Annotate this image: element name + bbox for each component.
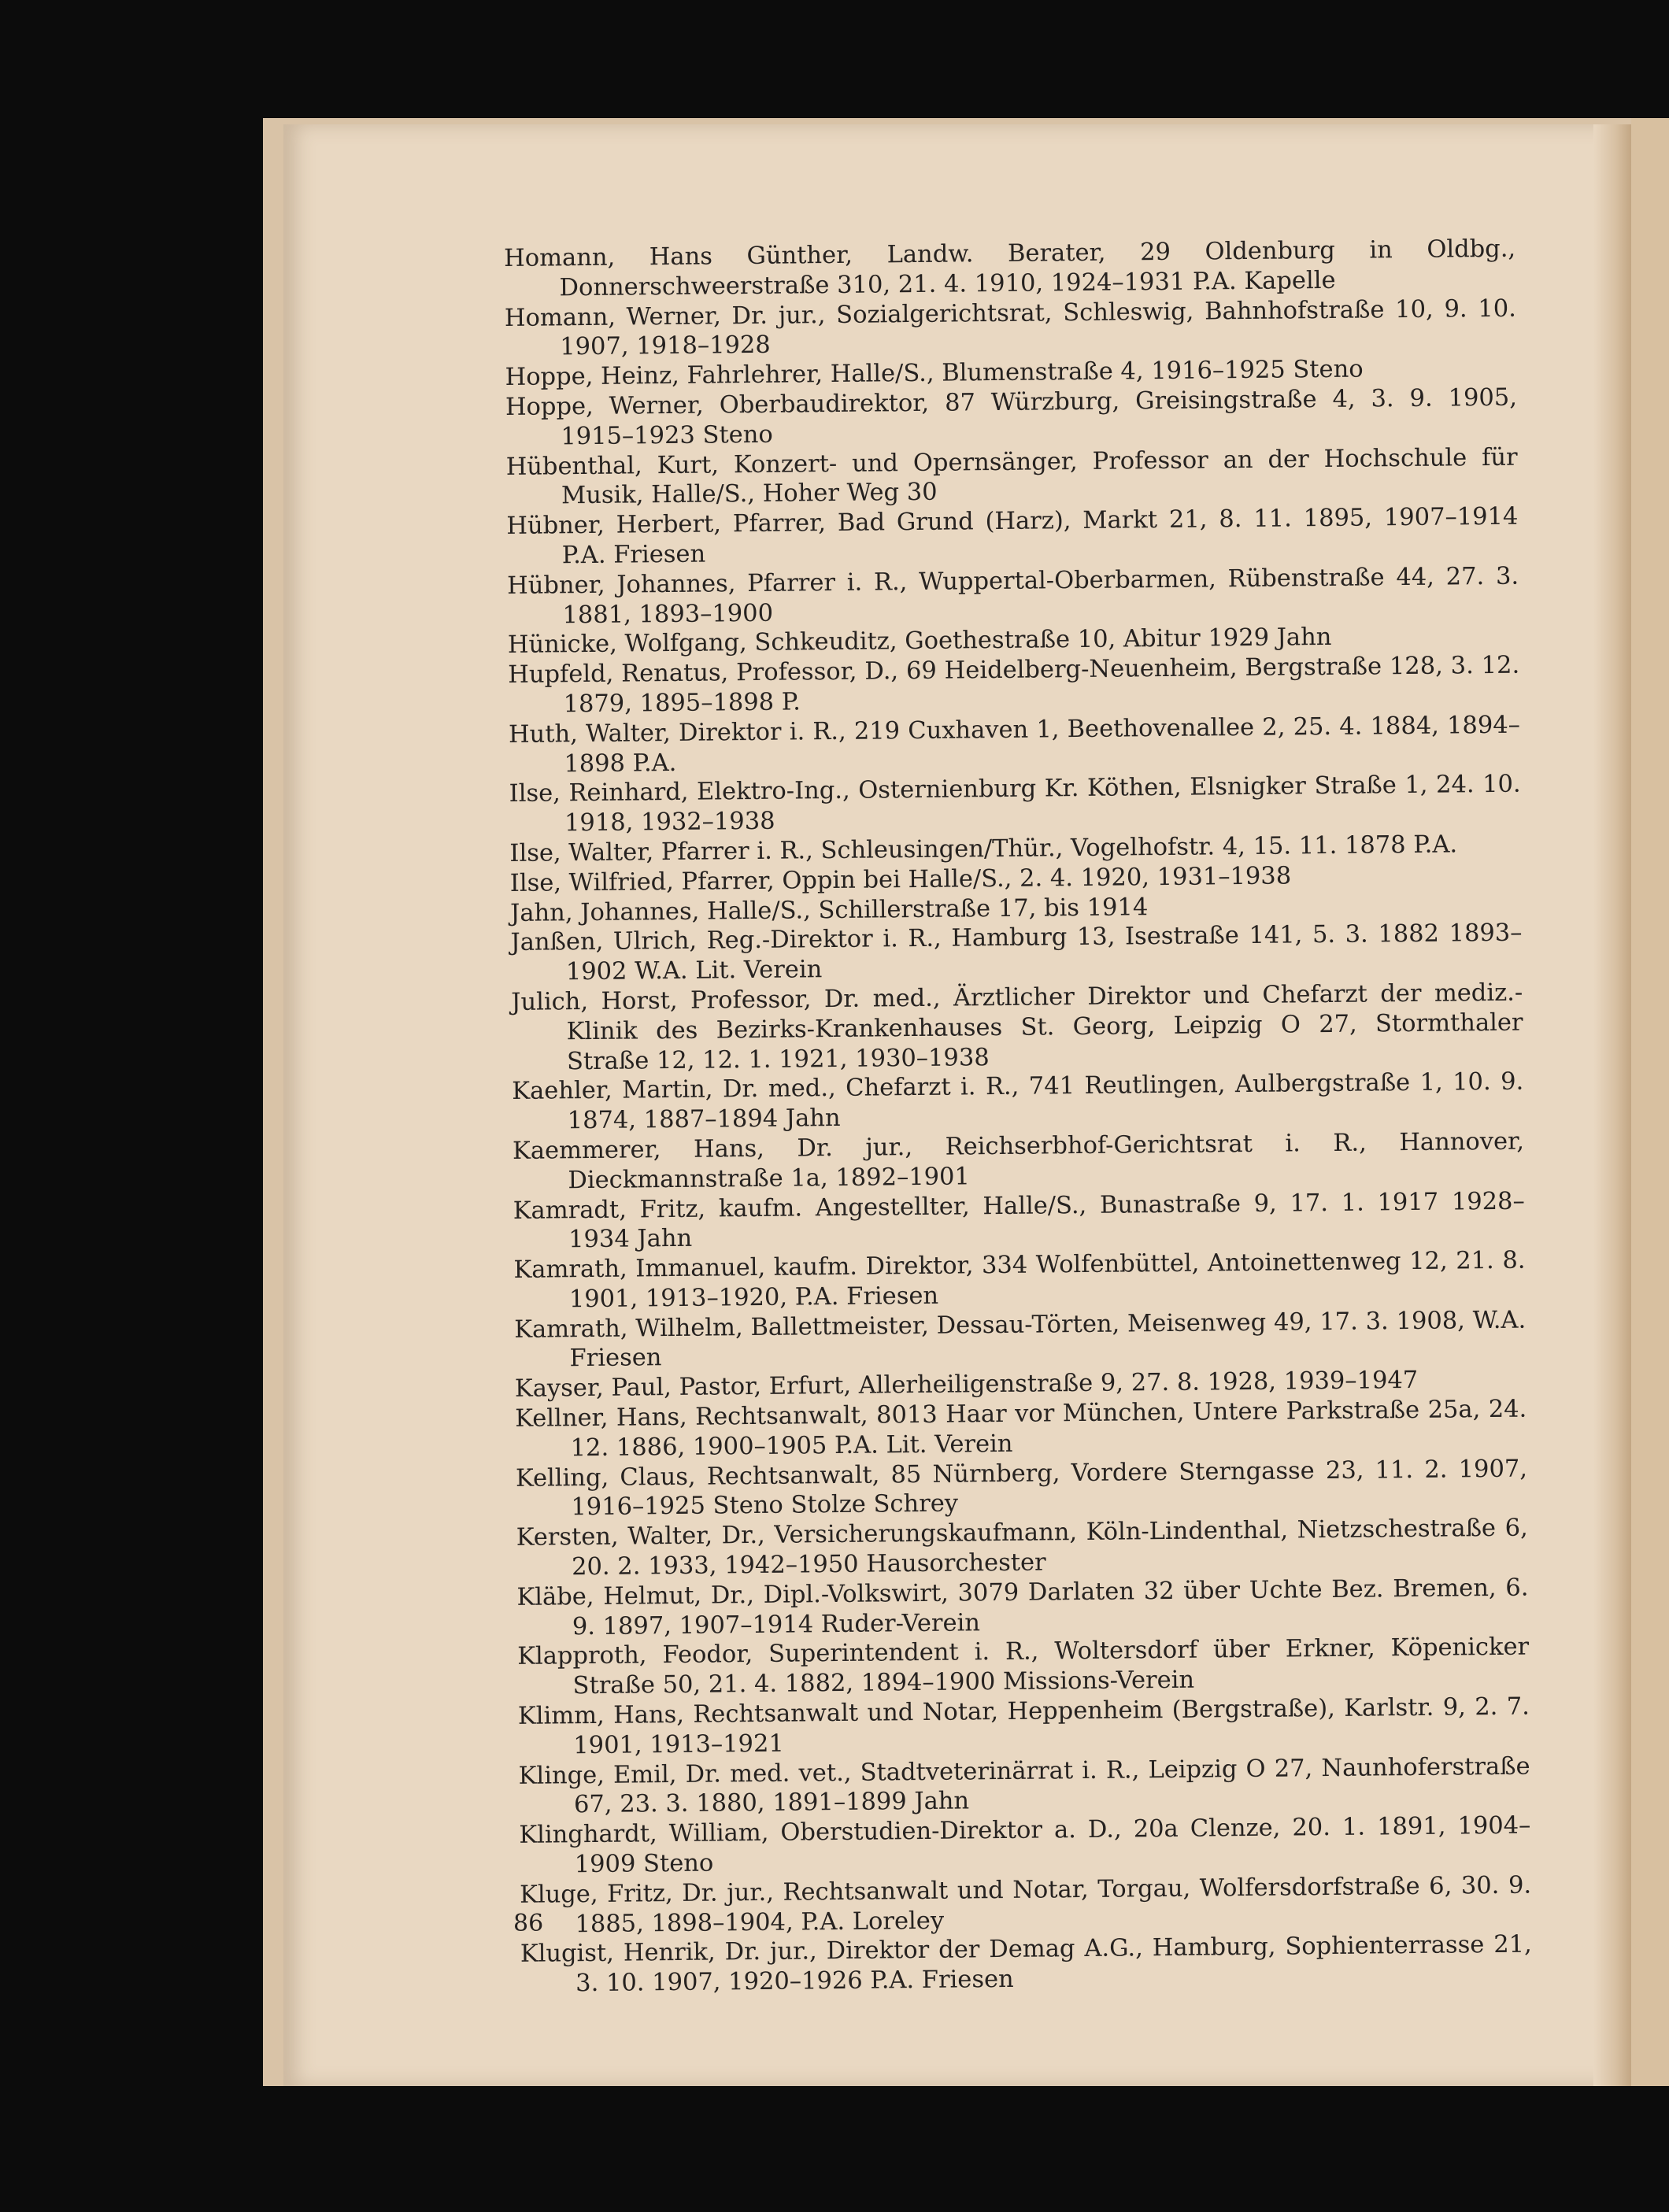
- directory-entry: Julich, Horst, Professor, Dr. med., Ärztlicher Direktor und Chefarzt der mediz.-Klinik des Bezirks-Krankenhauses St. Georg, Leipzig O 27, Stormthaler Straße 12, 12. 1. 1921, 1930–1938: [511, 978, 1523, 1075]
- directory-entry: Kamradt, Fritz, kaufm. Angestellter, Halle/S., Bunastraße 9, 17. 1. 1917 1928–1934 Jahn: [513, 1187, 1525, 1254]
- directory-entry: Hoppe, Werner, Oberbaudirektor, 87 Würzburg, Greisingstraße 4, 3. 9. 1905, 1915–1923 Steno: [505, 383, 1518, 451]
- directory-entry: Klinge, Emil, Dr. med. vet., Stadtveterinärrat i. R., Leipzig O 27, Naunhoferstraße 67, 23. 3. 1880, 1891–1899 Jahn: [518, 1752, 1530, 1819]
- directory-entry: Huth, Walter, Direktor i. R., 219 Cuxhaven 1, Beethovenallee 2, 25. 4. 1884, 1894–1898 P.A.: [508, 711, 1521, 778]
- directory-entry: Ilse, Walter, Pfarrer i. R., Schleusingen/Thür., Vogelhofstr. 4, 15. 11. 1878 P.A.: [509, 830, 1458, 867]
- directory-entry: Kelling, Claus, Rechtsanwalt, 85 Nürnberg, Vordere Sterngasse 23, 11. 2. 1907, 1916–1925 Steno Stolze Schrey: [515, 1455, 1528, 1522]
- directory-entry: Hünicke, Wolfgang, Schkeuditz, Goethestraße 10, Abitur 1929 Jahn: [507, 623, 1332, 660]
- directory-entry: Janßen, Ulrich, Reg.-Direktor i. R., Hamburg 13, Isestraße 141, 5. 3. 1882 1893–1902 W.A. Lit. Verein: [510, 919, 1523, 986]
- directory-entry: Jahn, Johannes, Halle/S., Schillerstraße 17, bis 1914: [509, 893, 1149, 927]
- directory-entry: Kamrath, Wilhelm, Ballettmeister, Dessau-Törten, Meisenweg 49, 17. 3. 1908, W.A. Friesen: [514, 1306, 1527, 1373]
- directory-entry: Klapproth, Feodor, Superintendent i. R., Woltersdorf über Erkner, Köpenicker Straße 50, 21. 4. 1882, 1894–1900 Missions-Verein: [517, 1633, 1530, 1700]
- page-gutter: [1593, 124, 1631, 2086]
- directory-entry: Homann, Werner, Dr. jur., Sozialgerichtsrat, Schleswig, Bahnhofstraße 10, 9. 10. 1907, 1918–1928: [504, 294, 1517, 361]
- directory-entry: Hupfeld, Renatus, Professor, D., 69 Heidelberg-Neuenheim, Bergstraße 128, 3. 12. 1879, 1895–1898 P.: [508, 651, 1520, 719]
- directory-entry: Klimm, Hans, Rechtsanwalt und Notar, Heppenheim (Bergstraße), Karlstr. 9, 2. 7. 1901, 1913–1921: [517, 1692, 1530, 1760]
- page-number: 86: [513, 1910, 544, 1937]
- directory-entry: Ilse, Reinhard, Elektro-Ing., Osternienburg Kr. Köthen, Elsnigker Straße 1, 24. 10. 1918, 1932–1938: [509, 770, 1521, 838]
- directory-entries: [504, 235, 1532, 1999]
- directory-entry: Hübner, Herbert, Pfarrer, Bad Grund (Harz), Markt 21, 8. 11. 1895, 1907–1914 P.A. Friesen: [506, 502, 1519, 570]
- directory-entry: Kaehler, Martin, Dr. med., Chefarzt i. R., 741 Reutlingen, Aulbergstraße 1, 10. 9. 1874, 1887–1894 Jahn: [512, 1067, 1524, 1135]
- directory-entry: Kamrath, Immanuel, kaufm. Direktor, 334 Wolfenbüttel, Antoinettenweg 12, 21. 8. 1901, 1913–1920, P.A. Friesen: [513, 1246, 1526, 1314]
- directory-entry: Hübenthal, Kurt, Konzert- und Opernsänger, Professor an der Hochschule für Musik, Halle/S., Hoher Weg 30: [505, 443, 1518, 510]
- directory-entry: Ilse, Wilfried, Pfarrer, Oppin bei Halle/S., 2. 4. 1920, 1931–1938: [509, 862, 1292, 897]
- next-page-edge: [1631, 118, 1669, 2086]
- directory-entry: Hoppe, Heinz, Fahrlehrer, Halle/S., Blumenstraße 4, 1916–1925 Steno: [505, 355, 1364, 392]
- directory-entry: Klinghardt, William, Oberstudien-Direktor a. D., 20a Clenze, 20. 1. 1891, 1904–1909 Steno: [519, 1811, 1531, 1879]
- directory-entry: Hübner, Johannes, Pfarrer i. R., Wuppertal-Oberbarmen, Rübenstraße 44, 27. 3. 1881, 1893–1900: [507, 562, 1519, 629]
- directory-entry: Kaemmerer, Hans, Dr. jur., Reichserbhof-Gerichtsrat i. R., Hannover, Dieckmannstraße 1a, 1892–1901: [512, 1127, 1525, 1194]
- directory-entry: Kellner, Hans, Rechtsanwalt, 8013 Haar vor München, Untere Parkstraße 25a, 24. 12. 1886, 1900–1905 P.A. Lit. Verein: [515, 1395, 1527, 1463]
- directory-entry: Kersten, Walter, Dr., Versicherungskaufmann, Köln-Lindenthal, Nietzschestraße 6, 20. 2. 1933, 1942–1950 Hausorchester: [516, 1514, 1528, 1581]
- directory-entry: Klugist, Henrik, Dr. jur., Direktor der Demag A.G., Hamburg, Sophienterrasse 21, 3. 10. 1907, 1920–1926 P.A. Friesen: [520, 1930, 1532, 1998]
- directory-entry: Homann, Hans Günther, Landw. Berater, 29 Oldenburg in Oldbg., Donnerschweerstraße 310, 21. 4. 1910, 1924–1931 P.A. Kapelle: [504, 235, 1516, 302]
- directory-entry: Kayser, Paul, Pastor, Erfurt, Allerheiligenstraße 9, 27. 8. 1928, 1939–1947: [514, 1367, 1419, 1404]
- directory-entry: Kluge, Fritz, Dr. jur., Rechtsanwalt und Notar, Torgau, Wolfersdorfstraße 6, 30. 9. 1885, 1898–1904, P.A. Loreley: [519, 1871, 1532, 1938]
- directory-entry: Kläbe, Helmut, Dr., Dipl.-Volkswirt, 3079 Darlaten 32 über Uchte Bez. Bremen, 6. 9. 1897, 1907–1914 Ruder-Verein: [516, 1574, 1529, 1641]
